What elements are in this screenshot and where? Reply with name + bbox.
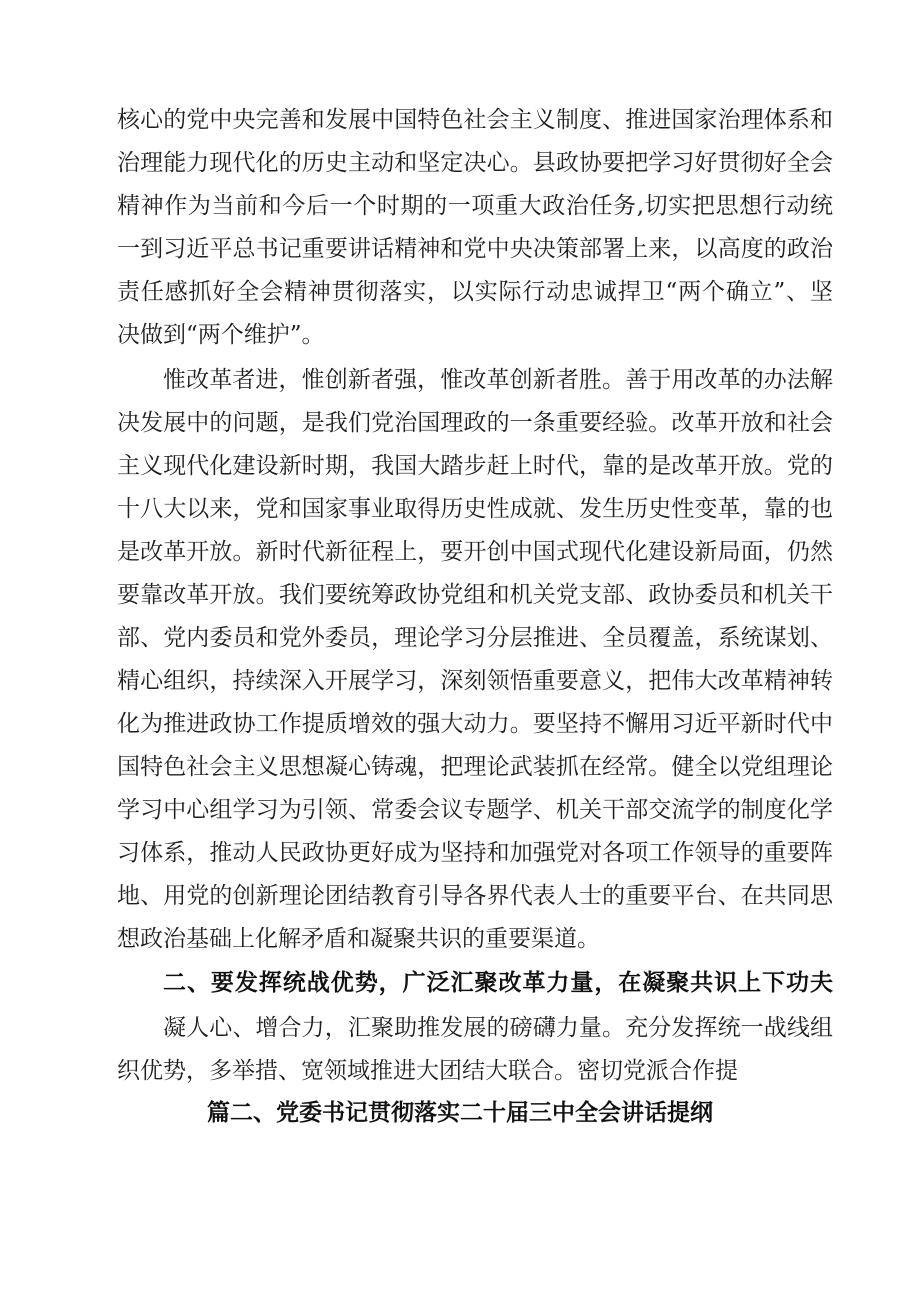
paragraph-1-line-1: 核心的党中央完善和发展中国特色社会主义制度、推进国家治理体系和 xyxy=(117,107,833,133)
paragraph-2-line-4: 十八大以来，党和国家事业取得历史性成就、发生历史性变革，靠的也 xyxy=(117,496,833,522)
paragraph-1-line-3: 精神作为当前和今后一个时期的一项重大政治任务,切实把思想行动统 xyxy=(117,193,833,219)
paragraph-2-line-8: 精心组织，持续深入开展学习，深刻领悟重要意义，把伟大改革精神转 xyxy=(117,668,833,694)
paragraph-1-line-2: 治理能力现代化的历史主动和坚定决心。县政协要把学习好贯彻好全会 xyxy=(117,150,833,176)
paragraph-1-line-4: 一到习近平总书记重要讲话精神和党中央决策部署上来，以高度的政治 xyxy=(117,236,833,262)
paragraph-2-line-11: 学习中心组学习为引领、常委会议专题学、机关干部交流学的制度化学 xyxy=(117,797,833,823)
paragraph-2-line-9: 化为推进政协工作提质增效的强大动力。要坚持不懈用习近平新时代中 xyxy=(117,711,833,737)
paragraph-2-line-14: 想政治基础上化解矛盾和凝聚共识的重要渠道。 xyxy=(117,926,600,952)
article-title: 篇二、党委书记贯彻落实二十届三中全会讲话提纲 xyxy=(207,1100,713,1126)
section-heading: 二、要发挥统战优势，广泛汇聚改革力量，在凝聚共识上下功夫 xyxy=(163,970,833,996)
paragraph-3-line-1: 凝人心、增合力，汇聚助推发展的磅礴力量。充分发挥统一战线组 xyxy=(163,1015,833,1041)
paragraph-2-line-3: 主义现代化建设新时期，我国大踏步赶上时代，靠的是改革开放。党的 xyxy=(117,453,833,479)
paragraph-3-line-2: 织优势，多举措、宽领域推进大团结大联合。密切党派合作提 xyxy=(117,1058,738,1084)
paragraph-2-line-7: 部、党内委员和党外委员，理论学习分层推进、全员覆盖，系统谋划、 xyxy=(117,625,833,651)
paragraph-1-line-6: 决做到“两个维护”。 xyxy=(117,322,325,348)
paragraph-2-line-5: 是改革开放。新时代新征程上，要开创中国式现代化建设新局面，仍然 xyxy=(117,539,833,565)
paragraph-2-line-10: 国特色社会主义思想凝心铸魂，把理论武装抓在经常。健全以党组理论 xyxy=(117,754,833,780)
paragraph-2-line-13: 地、用党的创新理论团结教育引导各界代表人士的重要平台、在共同思 xyxy=(117,883,833,909)
paragraph-2-line-12: 习体系，推动人民政协更好成为坚持和加强党对各项工作领导的重要阵 xyxy=(117,840,833,866)
paragraph-1-line-5: 责任感抓好全会精神贯彻落实，以实际行动忠诚捍卫“两个确立”、坚 xyxy=(117,279,833,305)
paragraph-2-line-2: 决发展中的问题，是我们党治国理政的一条重要经验。改革开放和社会 xyxy=(117,410,833,436)
paragraph-2-line-1: 惟改革者进，惟创新者强，惟改革创新者胜。善于用改革的办法解 xyxy=(163,367,833,393)
paragraph-2-line-6: 要靠改革开放。我们要统筹政协党组和机关党支部、政协委员和机关干 xyxy=(117,582,833,608)
